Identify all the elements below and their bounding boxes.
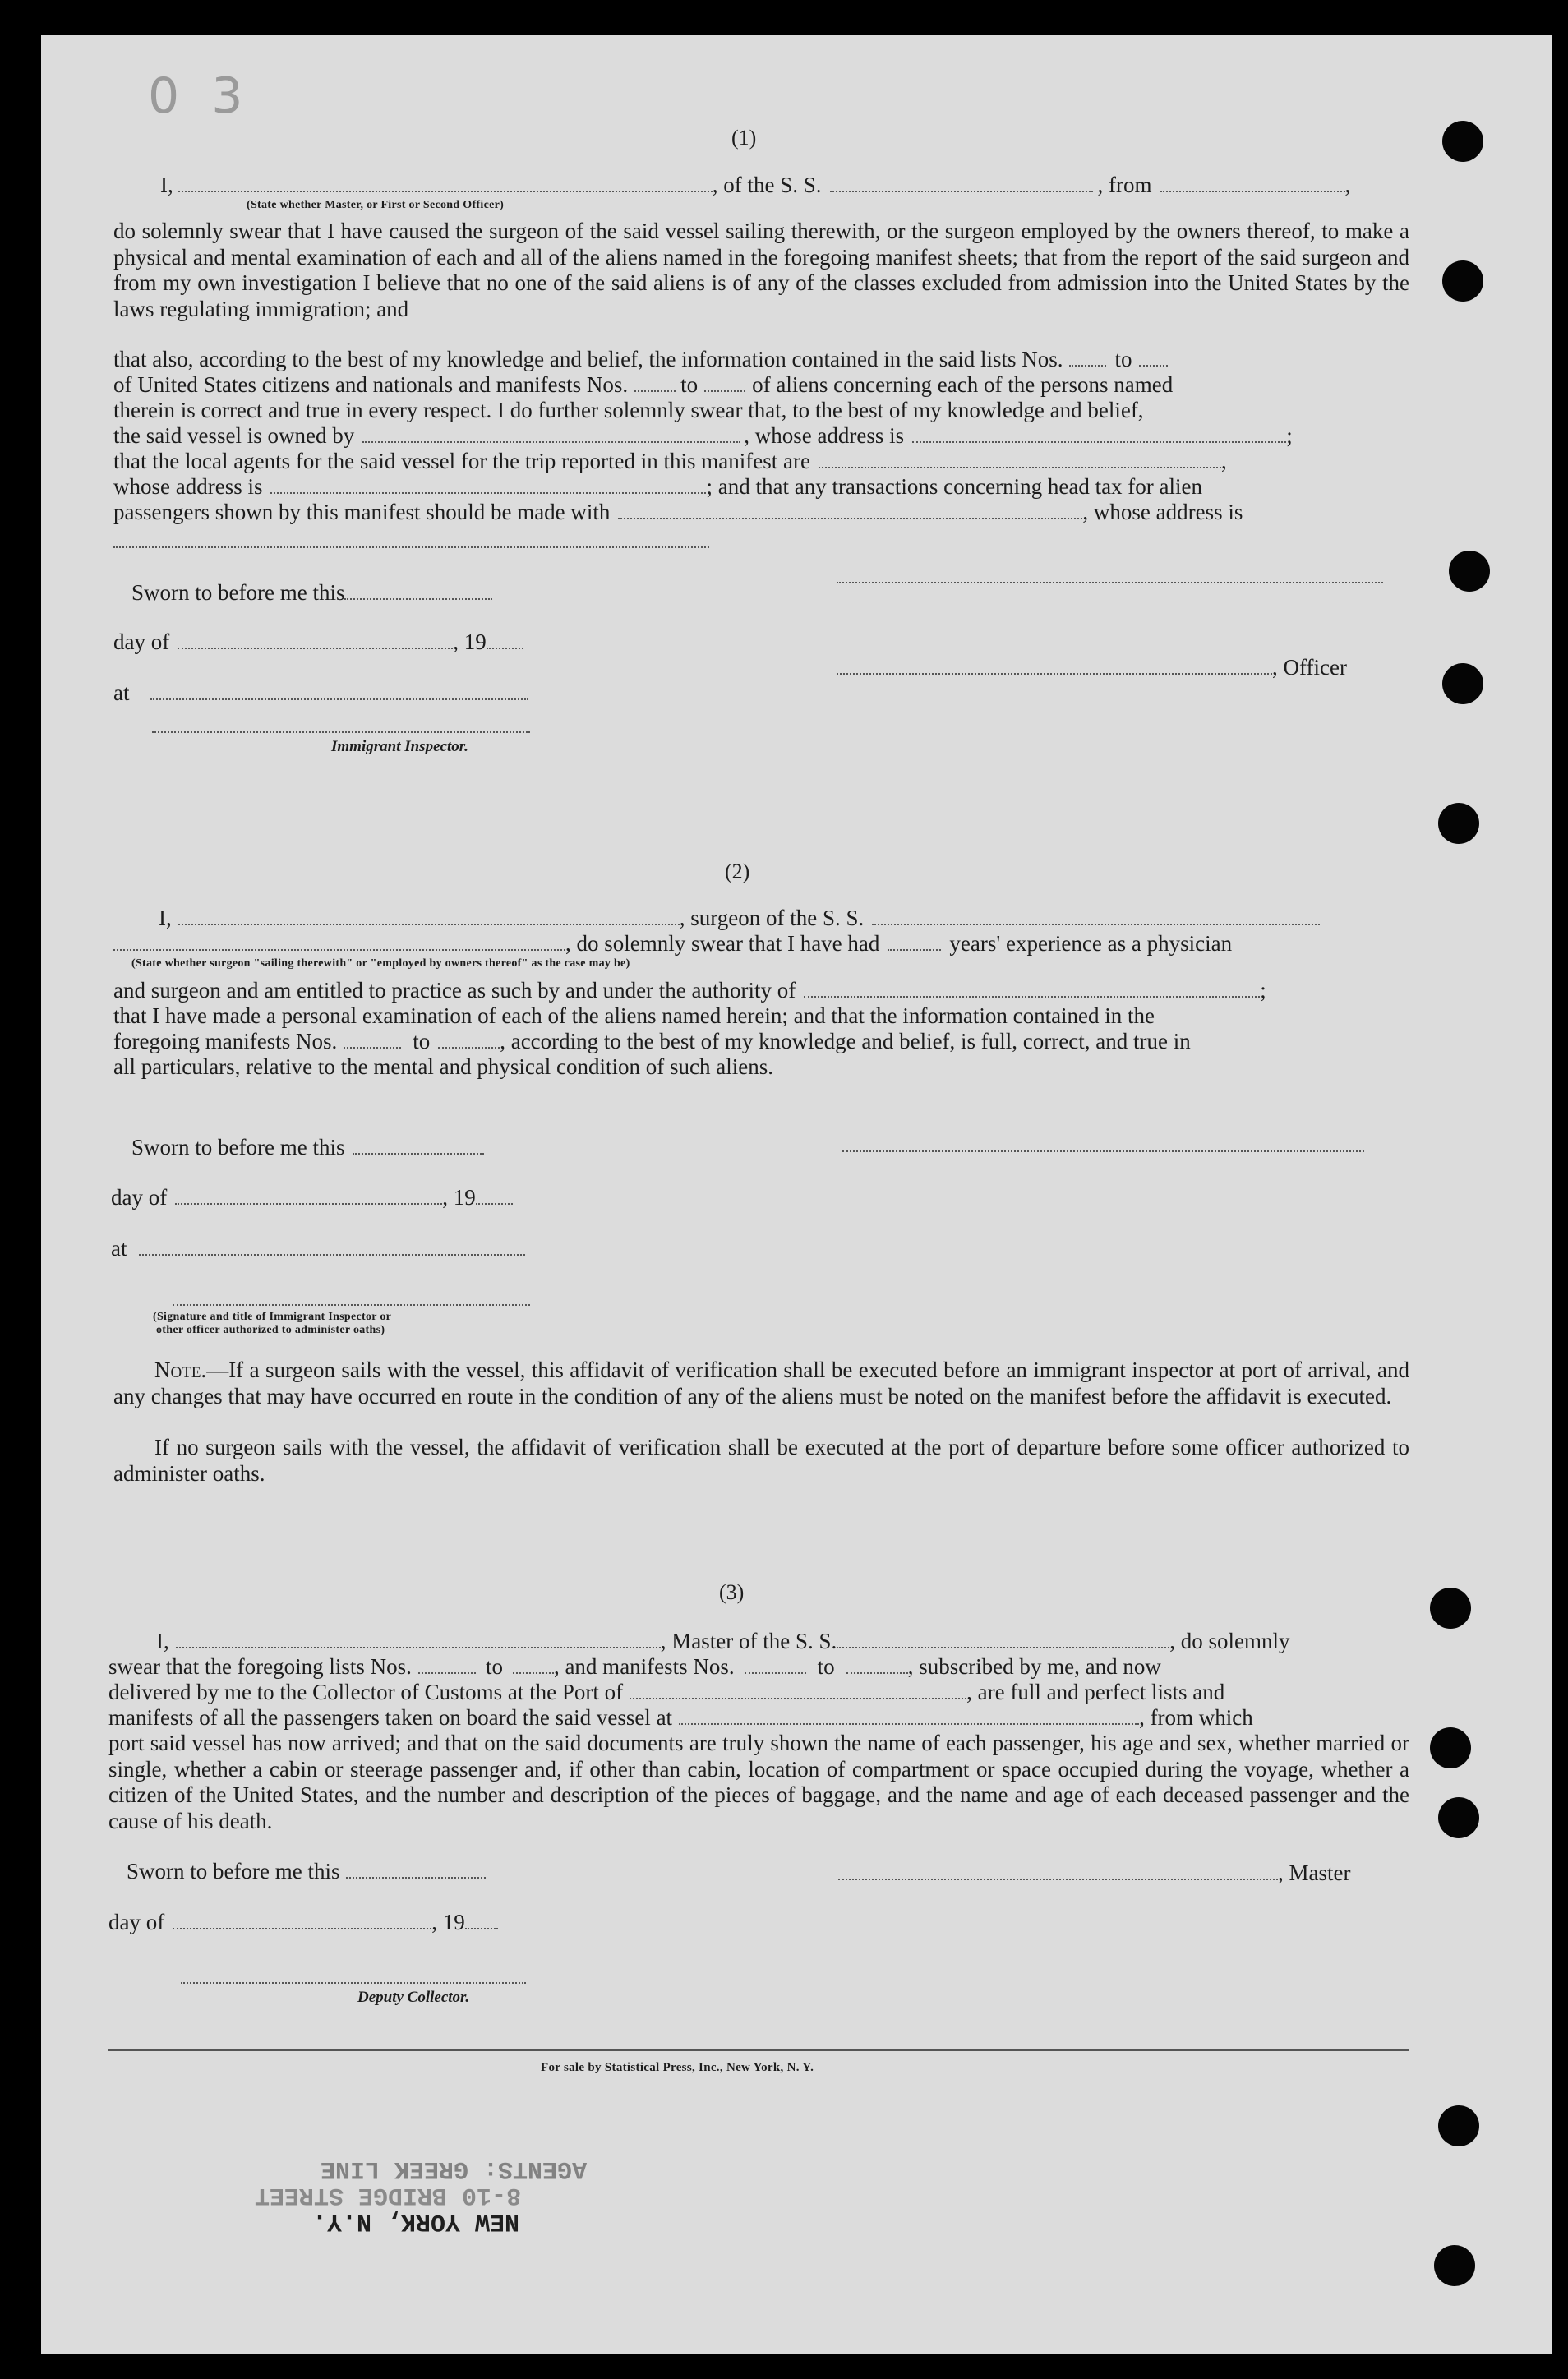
document-page: 0 3 (1) I, , of the S. S. , from , (State whether Master, or First or Second Officer) do solemnly swear that I have caused the surgeon of the said vessel sailing therewith, or the surgeon employed by the owners thereof, to make a physical and mental examination of each and all of the aliens named in the foregoing manifest sheets; that from the report of the said surgeon and from my own investigation I believe that no one of the said aliens is of any of the classes excluded from admission into the United States by the laws regulating immigration; and that also, according to the best of my knowledge and belief, the information contained in the said lists Nos. to of United States citizens and nationals and manifests Nos. to of aliens concerning each of the persons named therein is correct and true in every respect. I do further solemnly swear that, to the best of my knowledge and belief, the said vessel is owned by , whose address is ; that the local agents for the said vessel for the trip reported in this manifest are , whose address is ; and that any transactions concerning head tax for alien passengers shown by this manifest should be made with , whose address is Sworn to before me this day of , 19 , Officer at Immigrant Inspector. (2) I, , surgeon of the S. S. , do solemnly swear that I have had years' experience as a physician (State whether surgeon "sailing therewith" or "employed by owners thereof" as the case may be) and surgeon and am entitled to practice as such by and under the authority of ; that I have made a personal examination of each of the aliens named herein; and that the information contained in the foregoing manifests Nos. to , according to the best of my knowledge and belief, is full, correct, and true in all particulars, relative to the mental and physical condition of such aliens. Sworn to before me this day of , 19 at (Signature and title of Immigrant Inspector or other officer authorized to administer oaths) Note.—If a surgeon sails with the vessel, this affidavit of verification shall be executed before an immigrant inspector at port of arrival, and any changes that may have occurred en route in the condition of any of the aliens must be noted on the manifest before the affidavit is executed. If no surgeon sails with the vessel, the affidavit of verification shall be executed at the port of departure before some officer authorized to administer oaths. (3) I, , Master of the S. S. , do solemnly swear that the foregoing lists Nos. to , and manifests Nos. to , subscribed by me, and now delivered by me to the Collector of Customs at the Port of , are full and perfect lists and manifests of all the passengers taken on board the said vessel at , from which port said vessel has now arrived; and that on the said documents are truly shown the name of each passenger, his age and sex, whether married or single, whether a cabin or steerage passenger and, if other than cabin, location of compartment or space occupied during the voyage, whether a citizen of the United States, and the number and description of the pieces of baggage, and the name and age of each deceased passenger and the cause of his death. Sworn to before me this , Master day of , 19 Deputy Collector. For sale by Statistical Press, Inc., New York, N. Y. AGENTS: GREEK LINE 8-10 BRIDGE STREET NEW YORK, N.Y. bbox=[41, 35, 1552, 2354]
section2-line3: and surgeon and am entitled to practice as such by and under the authority of ; bbox=[113, 978, 1266, 1003]
inspector-caption: Immigrant Inspector. bbox=[331, 738, 468, 755]
section1-lists-line: that also, according to the best of my knowledge and belief, the information contained in the said lists Nos. to bbox=[113, 347, 1168, 372]
section1-owner-line: the said vessel is owned by , whose address is ; bbox=[113, 423, 1293, 448]
section1-line: therein is correct and true in every respect. I do further solemnly swear that, to the best of my knowledge and belief, bbox=[113, 398, 1144, 422]
section3-line3: delivered by me to the Collector of Customs at the Port of , are full and perfect lists and bbox=[108, 1680, 1225, 1704]
section-number: (1) bbox=[731, 126, 757, 150]
section1-address-line: whose address is ; and that any transactions concerning head tax for alien bbox=[113, 474, 1203, 499]
section2-line6: all particulars, relative to the mental and physical condition of such aliens. bbox=[113, 1054, 773, 1079]
section1-paragraph: do solemnly swear that I have caused the surgeon of the said vessel sailing therewith, or the surgeon employed by the owners thereof, to make a physical and mental examination of each and all of the aliens named in the foregoing manifest sheets; that from the report of the said surgeon and from my own investigation I believe that no one of the said aliens is of any of the classes excluded from admission into the United States by the laws regulating immigration; and bbox=[113, 219, 1409, 321]
section3-line2: swear that the foregoing lists Nos. to , and manifests Nos. to , subscribed by me, and now bbox=[108, 1654, 1161, 1679]
section3-line1: I, , Master of the S. S. , do solemnly bbox=[156, 1629, 1290, 1653]
punch-hole bbox=[1442, 121, 1483, 162]
collector-caption: Deputy Collector. bbox=[357, 1989, 470, 2006]
punch-hole bbox=[1442, 260, 1483, 302]
note-paragraph: If no surgeon sails with the vessel, the affidavit of verification shall be executed at the port of departure before some officer authorized to administer oaths. bbox=[113, 1435, 1409, 1486]
section2-line4: that I have made a personal examination of each of the aliens named herein; and that the information contained in the bbox=[113, 1003, 1155, 1028]
signature-caption: other officer authorized to administer oaths) bbox=[156, 1324, 385, 1336]
section1-agents-line: that the local agents for the said vessel for the trip reported in this manifest are , bbox=[113, 449, 1227, 473]
section1-headtax-line: passengers shown by this manifest should be made with , whose address is bbox=[113, 500, 1243, 524]
punch-hole bbox=[1430, 1727, 1471, 1768]
inspector-signature-line bbox=[152, 731, 530, 733]
day-of-line: day of , 19 bbox=[111, 1185, 513, 1210]
handwritten-margin-note: 0 3 bbox=[148, 67, 251, 125]
footer-rule bbox=[108, 2049, 1409, 2051]
sworn-line: Sworn to before me this bbox=[127, 1859, 486, 1884]
signature-caption: (Signature and title of Immigrant Inspector or bbox=[153, 1311, 392, 1323]
punch-hole bbox=[1430, 1588, 1471, 1629]
collector-signature-line bbox=[181, 1982, 526, 1984]
master-line: , Master bbox=[838, 1860, 1350, 1886]
punch-hole bbox=[1442, 663, 1483, 704]
section1-manifests-line: of United States citizens and nationals and manifests Nos. to of aliens concerning each of the persons named bbox=[113, 372, 1174, 397]
section3-paragraph: port said vessel has now arrived; and that on the said documents are truly shown the name of each passenger, his age and sex, whether married or single, whether a cabin or steerage passenger and, if other than cabin, location of compartment or space occupied during the voyage, whether a citizen of the United States, and the number and description of the pieces of baggage, and the name and age of each deceased passenger and the cause of his death. bbox=[108, 1731, 1409, 1833]
day-of-line: day of , 19 bbox=[113, 629, 523, 655]
signature-line bbox=[837, 582, 1383, 583]
sworn-line: Sworn to before me this bbox=[131, 580, 492, 606]
section2-line5: foregoing manifests Nos. to , according to the best of my knowledge and belief, is full, correct, and true in bbox=[113, 1029, 1191, 1053]
section1-line1: I, , of the S. S. , from , bbox=[160, 173, 1351, 197]
section2-line2: , do solemnly swear that I have had years' experience as a physician bbox=[113, 931, 1232, 957]
section3-line4: manifests of all the passengers taken on board the said vessel at , from which bbox=[108, 1705, 1253, 1730]
form-field-caption: (State whether surgeon "sailing therewith" or "employed by owners thereof" as the case may be) bbox=[131, 957, 630, 970]
punch-hole bbox=[1438, 803, 1479, 844]
form-field-caption: (State whether Master, or First or Second Officer) bbox=[247, 199, 505, 211]
at-line: at bbox=[113, 680, 528, 706]
signature-line bbox=[842, 1150, 1364, 1152]
section-number: (3) bbox=[719, 1580, 745, 1604]
punch-hole bbox=[1438, 1797, 1479, 1838]
at-line: at bbox=[111, 1236, 525, 1261]
punch-hole bbox=[1449, 551, 1490, 592]
punch-hole bbox=[1438, 2105, 1479, 2146]
punch-hole bbox=[1434, 2245, 1475, 2286]
day-of-line: day of , 19 bbox=[108, 1910, 498, 1935]
sworn-line: Sworn to before me this bbox=[131, 1135, 484, 1160]
section2-line1: I, , surgeon of the S. S. bbox=[159, 906, 1320, 931]
inspector-signature-line bbox=[173, 1304, 530, 1306]
section-number: (2) bbox=[725, 860, 750, 883]
footer-imprint: For sale by Statistical Press, Inc., New York, N. Y. bbox=[541, 2061, 814, 2074]
address-blank bbox=[113, 546, 709, 548]
note-paragraph: Note.—If a surgeon sails with the vessel, this affidavit of verification shall be executed before an immigrant inspector at port of arrival, and any changes that may have occurred en route in the condition of any of the aliens must be noted on the manifest before the affidavit is executed. bbox=[113, 1358, 1409, 1408]
officer-line: , Officer bbox=[837, 655, 1347, 680]
